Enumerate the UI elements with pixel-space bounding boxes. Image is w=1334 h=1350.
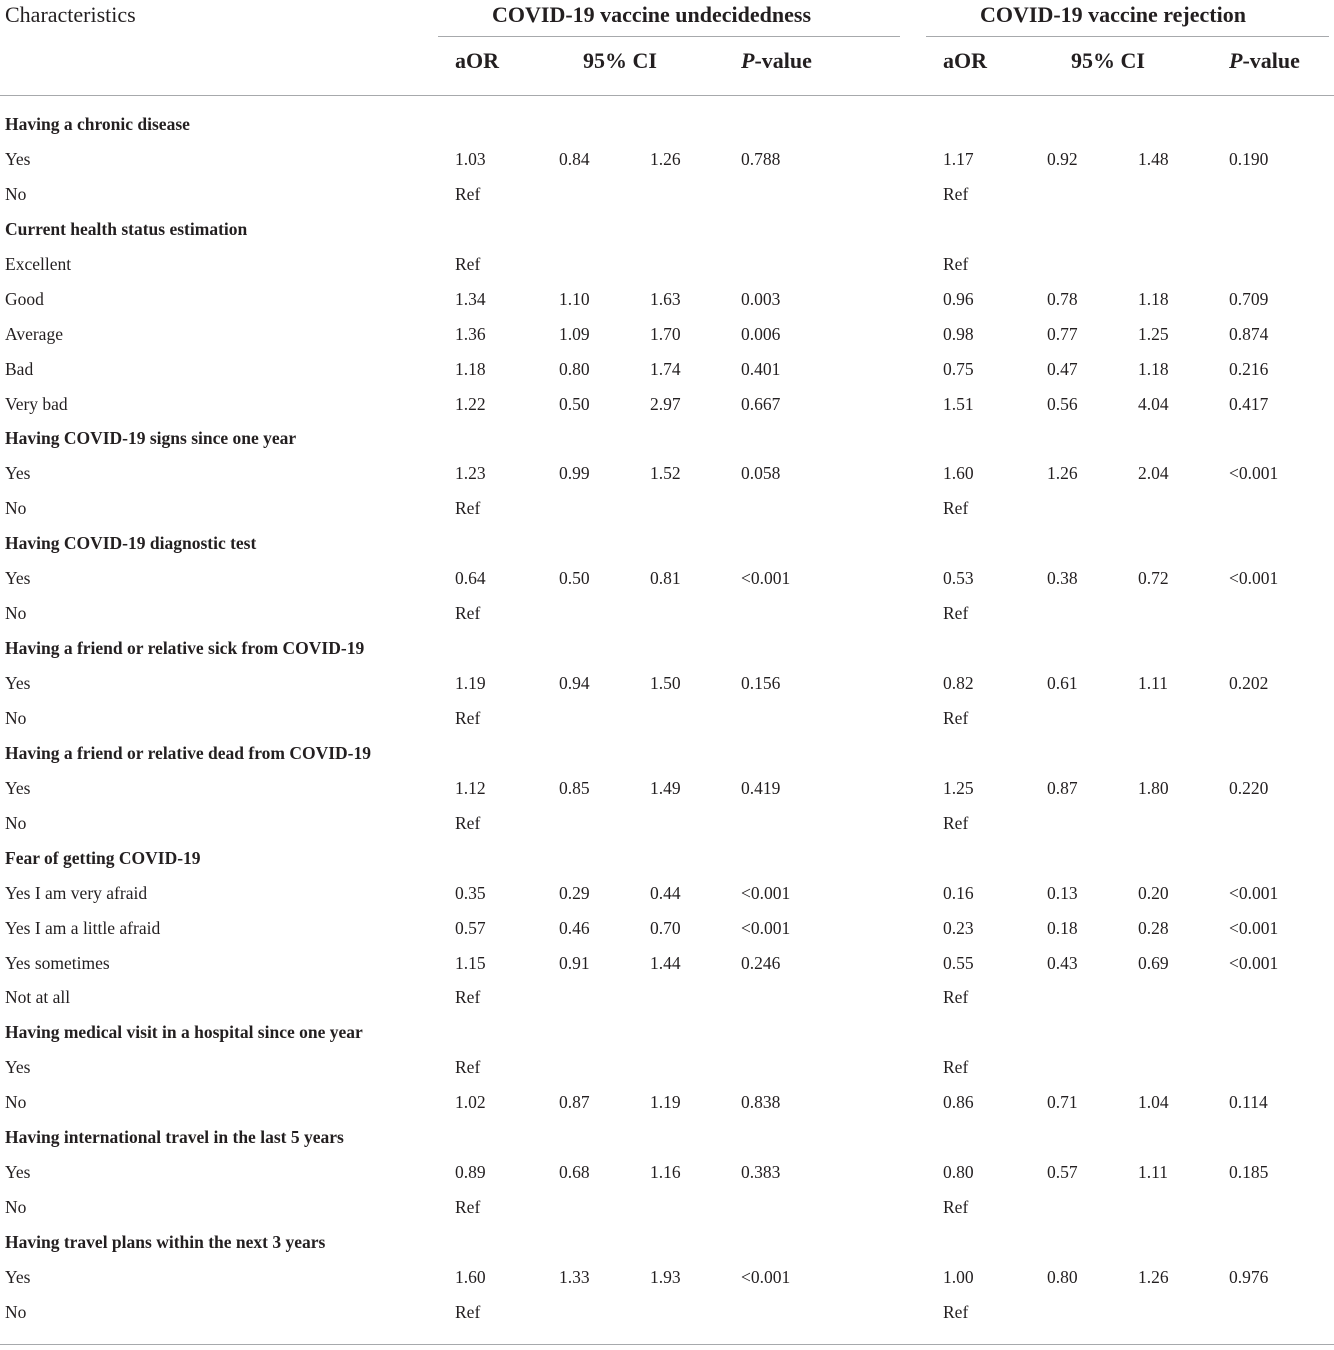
- cell-col-7: 0.28: [1138, 917, 1169, 938]
- cell-col-3: 0.81: [650, 568, 681, 589]
- cell-col-3: 0.70: [650, 917, 681, 938]
- header-undecidedness: COVID-19 vaccine undecidedness: [492, 2, 812, 27]
- cell-col-7: 2.04: [1138, 463, 1169, 484]
- cell-col-7: 1.11: [1138, 673, 1168, 693]
- cell-col-4: 0.788: [741, 148, 781, 169]
- cell-col-7: 4.04: [1138, 393, 1169, 414]
- cell-col-1: 0.35: [455, 882, 486, 903]
- cell-col-7: 0.72: [1138, 568, 1169, 589]
- cell-col-2: 1.10: [559, 288, 590, 309]
- cell-col-5: 0.82: [943, 673, 974, 693]
- cell-col-7: 1.18: [1138, 358, 1169, 379]
- cell-col-1: 1.03: [455, 148, 486, 169]
- cell-col-5: Ref: [943, 253, 969, 274]
- row-label: Very bad: [5, 393, 68, 414]
- cell-col-7: 1.11: [1138, 1162, 1168, 1183]
- row-label: No: [5, 812, 27, 833]
- cell-col-6: 0.87: [1047, 777, 1078, 798]
- table-row: [0, 701, 1334, 736]
- category-label: Having a friend or relative dead from COVID-19: [5, 742, 372, 763]
- cell-col-2: 0.87: [559, 1092, 590, 1113]
- cell-col-3: 1.26: [650, 148, 681, 169]
- cell-col-6: 0.18: [1047, 917, 1078, 938]
- table-row: [0, 1190, 1334, 1225]
- row-label: No: [5, 183, 27, 204]
- cell-col-5: Ref: [943, 987, 969, 1008]
- category-label: Having medical visit in a hospital since one year: [5, 1022, 363, 1043]
- table-row: [0, 387, 1334, 422]
- cell-col-8: 0.417: [1229, 393, 1269, 414]
- cell-col-8: <0.001: [1229, 463, 1279, 484]
- category-label: Having a friend or relative sick from COVID-19: [5, 638, 365, 659]
- cell-col-6: 0.38: [1047, 568, 1078, 589]
- row-label: Excellent: [5, 253, 72, 274]
- cell-col-6: 0.78: [1047, 288, 1078, 309]
- header-characteristics: Characteristics: [5, 2, 136, 27]
- cell-col-1: 0.57: [455, 917, 486, 938]
- cell-col-1: Ref: [455, 1057, 481, 1078]
- cell-col-4: <0.001: [741, 882, 791, 903]
- cell-col-1: Ref: [455, 707, 481, 728]
- cell-col-8: 0.202: [1229, 673, 1269, 693]
- table-row: [0, 596, 1334, 631]
- cell-col-2: 0.80: [559, 358, 590, 379]
- subheader-pvalue-1: [741, 48, 812, 74]
- cell-col-6: 0.71: [1047, 1092, 1078, 1113]
- cell-col-2: 0.50: [559, 568, 590, 589]
- cell-col-5: 0.53: [943, 568, 974, 589]
- cell-col-6: 0.43: [1047, 952, 1078, 973]
- cell-col-4: 0.058: [741, 463, 781, 484]
- table-row: [0, 456, 1334, 491]
- cell-col-1: 1.23: [455, 463, 486, 484]
- table-row: [0, 142, 1334, 177]
- table-row: [0, 876, 1334, 911]
- table-row: [0, 491, 1334, 526]
- cell-col-7: 1.80: [1138, 777, 1169, 798]
- row-label: Not at all: [5, 987, 71, 1008]
- subheader-ci-1: 95% CI: [583, 48, 657, 73]
- cell-col-2: 0.68: [559, 1162, 590, 1183]
- category-label: Having international travel in the last 5 years: [5, 1127, 344, 1148]
- row-label: Yes: [5, 568, 31, 589]
- p-rest: -value: [1242, 48, 1300, 73]
- cell-col-5: 1.51: [943, 393, 974, 414]
- category-row: [0, 631, 1334, 666]
- cell-col-1: 1.22: [455, 393, 486, 414]
- category-row: [0, 107, 1334, 142]
- cell-col-4: 0.419: [741, 777, 781, 798]
- cell-col-5: Ref: [943, 498, 969, 519]
- row-label: Yes: [5, 1266, 31, 1287]
- row-label: Yes I am a little afraid: [5, 917, 161, 938]
- cell-col-3: 2.97: [650, 393, 681, 414]
- table-row: [0, 177, 1334, 212]
- table-row: [0, 980, 1334, 1015]
- category-row: [0, 421, 1334, 456]
- cell-col-8: 0.190: [1229, 148, 1269, 169]
- category-label: Having a chronic disease: [5, 114, 190, 134]
- table-row: [0, 317, 1334, 352]
- cell-col-6: 0.61: [1047, 673, 1078, 693]
- row-label: Bad: [5, 358, 34, 379]
- subheader-pvalue-2: [1229, 48, 1300, 74]
- row-label: Average: [5, 323, 63, 344]
- cell-col-7: 0.20: [1138, 882, 1169, 903]
- table-row: [0, 247, 1334, 282]
- cell-col-7: 1.18: [1138, 288, 1169, 309]
- cell-col-2: 0.91: [559, 952, 590, 973]
- table-row: [0, 1295, 1334, 1330]
- cell-col-2: 0.50: [559, 393, 590, 414]
- cell-col-1: 0.64: [455, 568, 486, 589]
- cell-col-4: 0.246: [741, 952, 781, 973]
- cell-col-6: 0.77: [1047, 323, 1078, 344]
- table-row: [0, 771, 1334, 806]
- cell-col-3: 1.44: [650, 952, 681, 973]
- cell-col-6: 0.13: [1047, 882, 1078, 903]
- cell-col-1: Ref: [455, 603, 481, 624]
- group1-underline: [438, 36, 900, 37]
- cell-col-3: 0.44: [650, 882, 681, 903]
- row-label: Yes I am very afraid: [5, 882, 148, 903]
- cell-col-1: Ref: [455, 812, 481, 833]
- cell-col-5: Ref: [943, 1197, 969, 1218]
- cell-col-2: 0.84: [559, 148, 590, 169]
- cell-col-5: 1.17: [943, 148, 974, 169]
- table-row: [0, 806, 1334, 841]
- cell-col-2: 0.85: [559, 777, 590, 798]
- cell-col-3: 1.93: [650, 1266, 681, 1287]
- cell-col-3: 1.50: [650, 673, 681, 693]
- subheader-aor-1: aOR: [455, 48, 499, 73]
- table-row: [0, 1155, 1334, 1190]
- cell-col-8: 0.114: [1229, 1092, 1268, 1113]
- cell-col-5: 0.98: [943, 323, 974, 344]
- cell-col-1: 0.89: [455, 1162, 486, 1183]
- cell-col-1: Ref: [455, 253, 481, 274]
- cell-col-7: 1.48: [1138, 148, 1169, 169]
- cell-col-4: 0.383: [741, 1162, 781, 1183]
- cell-col-1: 1.19: [455, 673, 486, 693]
- table-row: [0, 561, 1334, 596]
- cell-col-4: 0.156: [741, 673, 781, 693]
- cell-col-7: 1.25: [1138, 323, 1169, 344]
- category-label: Having travel plans within the next 3 years: [5, 1232, 326, 1252]
- category-row: [0, 841, 1334, 876]
- header-rejection: COVID-19 vaccine rejection: [980, 2, 1246, 27]
- cell-col-2: 0.29: [559, 882, 590, 903]
- cell-col-5: Ref: [943, 1301, 969, 1322]
- table-row: [0, 946, 1334, 981]
- cell-col-3: 1.70: [650, 323, 681, 344]
- row-label: No: [5, 1301, 27, 1322]
- row-label: Yes sometimes: [5, 952, 110, 973]
- row-label: Yes: [5, 673, 31, 693]
- cell-col-1: 1.36: [455, 323, 486, 344]
- cell-col-4: 0.003: [741, 288, 781, 309]
- row-label: Yes: [5, 777, 31, 798]
- cell-col-3: 1.19: [650, 1092, 681, 1113]
- cell-col-7: 1.04: [1138, 1092, 1169, 1113]
- cell-col-5: 1.00: [943, 1266, 974, 1287]
- category-row: [0, 526, 1334, 561]
- row-label: No: [5, 603, 27, 624]
- cell-col-4: <0.001: [741, 1266, 791, 1287]
- cell-col-4: 0.401: [741, 358, 781, 379]
- row-label: Yes: [5, 148, 31, 169]
- cell-col-1: Ref: [455, 183, 481, 204]
- cell-col-6: 0.47: [1047, 358, 1078, 379]
- cell-col-1: 1.02: [455, 1092, 486, 1113]
- cell-col-5: 0.16: [943, 882, 974, 903]
- cell-col-5: 1.60: [943, 463, 974, 484]
- cell-col-3: 1.16: [650, 1162, 681, 1183]
- cell-col-3: 1.63: [650, 288, 681, 309]
- cell-col-6: 0.80: [1047, 1266, 1078, 1287]
- cell-col-6: 1.26: [1047, 463, 1078, 484]
- group2-underline: [926, 36, 1329, 37]
- category-label: Current health status estimation: [5, 218, 248, 239]
- category-row: [0, 1015, 1334, 1050]
- row-label: No: [5, 1092, 27, 1113]
- row-label: Yes: [5, 463, 31, 484]
- cell-col-1: 1.18: [455, 358, 486, 379]
- cell-col-5: 0.96: [943, 288, 974, 309]
- cell-col-4: 0.006: [741, 323, 781, 344]
- cell-col-5: 0.23: [943, 917, 974, 938]
- cell-col-8: 0.709: [1229, 288, 1269, 309]
- cell-col-1: 1.34: [455, 288, 486, 309]
- cell-col-2: 0.94: [559, 673, 590, 693]
- row-label: No: [5, 1197, 27, 1218]
- cell-col-2: 1.09: [559, 323, 590, 344]
- cell-col-8: <0.001: [1229, 917, 1279, 938]
- cell-col-5: 0.80: [943, 1162, 974, 1183]
- row-label: No: [5, 498, 27, 519]
- p-rest: -value: [754, 48, 812, 73]
- category-row: [0, 212, 1334, 247]
- cell-col-7: 1.26: [1138, 1266, 1169, 1287]
- cell-col-4: 0.667: [741, 393, 781, 414]
- cell-col-1: Ref: [455, 1197, 481, 1218]
- cell-col-6: 0.56: [1047, 393, 1078, 414]
- table-row: [0, 1260, 1334, 1295]
- cell-col-2: 0.99: [559, 463, 590, 484]
- cell-col-1: 1.60: [455, 1266, 486, 1287]
- table-bottom-rule: [0, 1344, 1334, 1345]
- p-italic: P: [1229, 48, 1243, 73]
- cell-col-8: 0.976: [1229, 1266, 1269, 1287]
- cell-col-1: 1.12: [455, 777, 486, 798]
- cell-col-8: 0.874: [1229, 323, 1269, 344]
- header-bottom-rule: [0, 95, 1334, 96]
- cell-col-4: 0.838: [741, 1092, 781, 1113]
- cell-col-5: 0.75: [943, 358, 974, 379]
- cell-col-8: 0.220: [1229, 777, 1269, 798]
- cell-col-2: 0.46: [559, 917, 590, 938]
- cell-col-2: 1.33: [559, 1266, 590, 1287]
- category-row: [0, 1225, 1334, 1260]
- category-label: Having COVID-19 diagnostic test: [5, 533, 257, 554]
- subheader-ci-2: 95% CI: [1071, 48, 1145, 73]
- cell-col-5: 1.25: [943, 777, 974, 798]
- cell-col-5: Ref: [943, 603, 969, 624]
- row-label: Yes: [5, 1162, 31, 1183]
- cell-col-5: Ref: [943, 707, 969, 728]
- cell-col-8: 0.185: [1229, 1162, 1269, 1183]
- category-label: Fear of getting COVID-19: [5, 847, 201, 868]
- cell-col-4: <0.001: [741, 568, 791, 589]
- table-row: [0, 352, 1334, 387]
- cell-col-1: Ref: [455, 498, 481, 519]
- cell-col-5: Ref: [943, 183, 969, 204]
- cell-col-6: 0.92: [1047, 148, 1078, 169]
- cell-col-1: 1.15: [455, 952, 486, 973]
- cell-col-8: 0.216: [1229, 358, 1269, 379]
- cell-col-1: Ref: [455, 1301, 481, 1322]
- cell-col-5: Ref: [943, 1057, 969, 1078]
- cell-col-3: 1.49: [650, 777, 681, 798]
- cell-col-3: 1.52: [650, 463, 681, 484]
- cell-col-5: Ref: [943, 812, 969, 833]
- p-italic: P: [741, 48, 755, 73]
- table-body: [0, 107, 1334, 1330]
- subheader-aor-2: aOR: [943, 48, 987, 73]
- cell-col-8: <0.001: [1229, 952, 1279, 973]
- cell-col-3: 1.74: [650, 358, 681, 379]
- cell-col-7: 0.69: [1138, 952, 1169, 973]
- cell-col-8: <0.001: [1229, 568, 1279, 589]
- table-row: [0, 666, 1334, 701]
- row-label: Good: [5, 288, 44, 309]
- table-row: [0, 911, 1334, 946]
- cell-col-1: Ref: [455, 987, 481, 1008]
- category-row: [0, 736, 1334, 771]
- row-label: No: [5, 707, 27, 728]
- cell-col-5: 0.55: [943, 952, 974, 973]
- row-label: Yes: [5, 1057, 31, 1078]
- cell-col-4: <0.001: [741, 917, 791, 938]
- cell-col-8: <0.001: [1229, 882, 1279, 903]
- cell-col-5: 0.86: [943, 1092, 974, 1113]
- table-row: [0, 1085, 1334, 1120]
- category-row: [0, 1120, 1334, 1155]
- table-row: [0, 1050, 1334, 1085]
- cell-col-6: 0.57: [1047, 1162, 1078, 1183]
- category-label: Having COVID-19 signs since one year: [5, 428, 297, 449]
- table-row: [0, 282, 1334, 317]
